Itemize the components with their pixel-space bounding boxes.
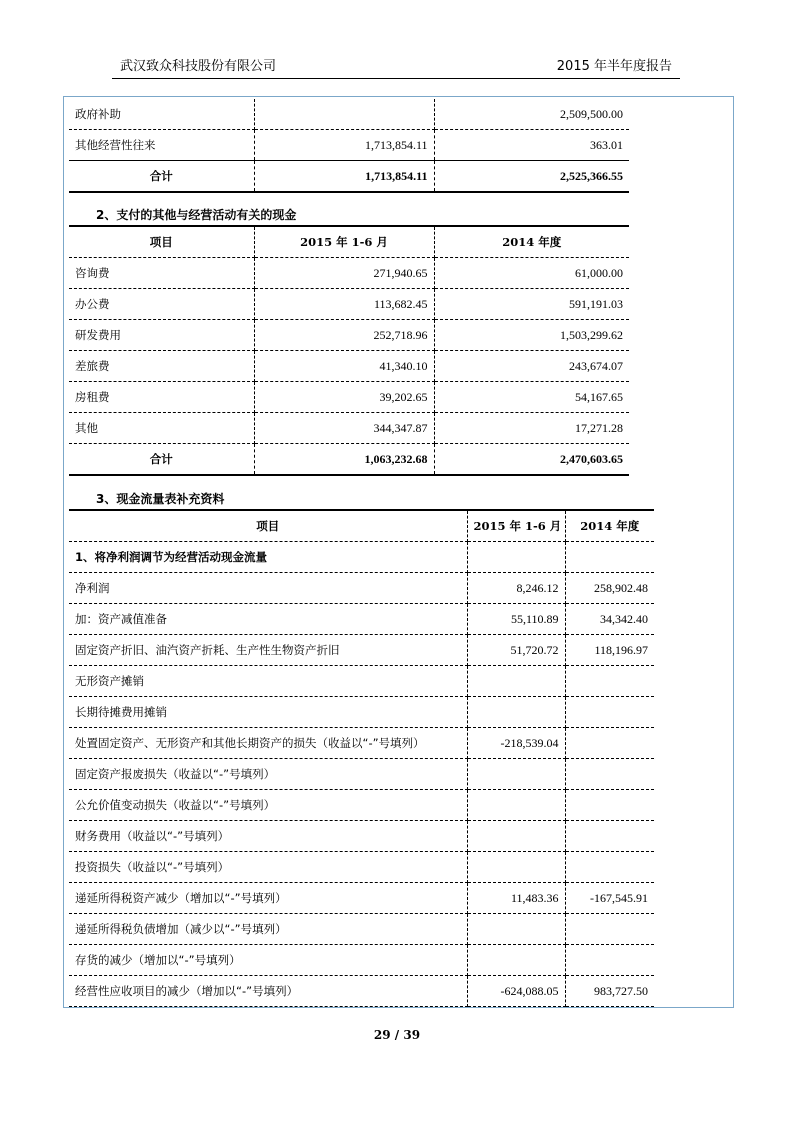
- total-2014: 2,525,366.55: [434, 161, 629, 193]
- row-value-2014: 54,167.65: [434, 382, 629, 413]
- table-row: [69, 99, 629, 130]
- row-value-2014: 363.01: [434, 130, 629, 161]
- row-value-2015: 271,940.65: [254, 258, 434, 289]
- header-item: 项目: [69, 510, 467, 542]
- row-value-2014: 243,674.07: [434, 351, 629, 382]
- cashflow-supplement-table: [69, 509, 654, 1007]
- table-row: [69, 573, 654, 604]
- table-row: [69, 728, 654, 759]
- row-item: 其他经营性往来: [69, 130, 254, 161]
- row-value-2014: 2,509,500.00: [434, 99, 629, 130]
- total-2015: 1,063,232.68: [254, 444, 434, 476]
- total-2015: 1,713,854.11: [254, 161, 434, 193]
- table-row: [69, 604, 654, 635]
- row-value-2015: -218,539.04: [467, 728, 565, 759]
- row-item: 公允价值变动损失（收益以“-”号填列）: [69, 790, 467, 821]
- row-value-2015: 344,347.87: [254, 413, 434, 444]
- row-value-2014: [565, 945, 654, 976]
- table-row: [69, 759, 654, 790]
- row-item: 递延所得税资产减少（增加以“-”号填列）: [69, 883, 467, 914]
- header-2014: 2014 年度: [434, 226, 629, 258]
- row-item: 研发费用: [69, 320, 254, 351]
- table-row: [69, 914, 654, 945]
- row-value-2014: [565, 790, 654, 821]
- row-value-2014: 591,191.03: [434, 289, 629, 320]
- row-item: 存货的减少（增加以“-”号填列）: [69, 945, 467, 976]
- table-row: [69, 289, 629, 320]
- table-row: [69, 635, 654, 666]
- table-row: [69, 351, 629, 382]
- row-item: 加：资产减值准备: [69, 604, 467, 635]
- table-row: [69, 883, 654, 914]
- table-row: [69, 790, 654, 821]
- row-value-2014: 1,503,299.62: [434, 320, 629, 351]
- row-item: 处置固定资产、无形资产和其他长期资产的损失（收益以“-”号填列）: [69, 728, 467, 759]
- row-value-2015: [467, 914, 565, 945]
- row-value-2014: [565, 666, 654, 697]
- table-row: [69, 413, 629, 444]
- row-value-2015: [467, 759, 565, 790]
- row-item: 投资损失（收益以“-”号填列）: [69, 852, 467, 883]
- table-row: [69, 382, 629, 413]
- row-value-2015: [467, 697, 565, 728]
- section-3-title: 3、现金流量表补充资料: [96, 492, 225, 506]
- table-row: [69, 542, 654, 573]
- company-name: 武汉致众科技股份有限公司: [120, 59, 277, 74]
- row-value-2015: [467, 852, 565, 883]
- row-value-2014: [565, 697, 654, 728]
- row-value-2014: 258,902.48: [565, 573, 654, 604]
- row-value-2015: 41,340.10: [254, 351, 434, 382]
- row-value-2015: [467, 945, 565, 976]
- row-value-2015: [254, 99, 434, 130]
- row-item: 递延所得税负债增加（减少以“-”号填列）: [69, 914, 467, 945]
- row-value-2015: 11,483.36: [467, 883, 565, 914]
- page-number: 29 / 39: [373, 1028, 421, 1042]
- row-item: 差旅费: [69, 351, 254, 382]
- row-value-2015: [467, 821, 565, 852]
- table-row: [69, 821, 654, 852]
- row-item: 房租费: [69, 382, 254, 413]
- row-value-2014: 34,342.40: [565, 604, 654, 635]
- row-item: 固定资产报废损失（收益以“-”号填列）: [69, 759, 467, 790]
- row-value-2014: -167,545.91: [565, 883, 654, 914]
- row-value-2014: [565, 728, 654, 759]
- row-value-2015: -624,088.05: [467, 976, 565, 1007]
- other-payments-table: [69, 225, 629, 476]
- row-item: 经营性应收项目的减少（增加以“-”号填列）: [69, 976, 467, 1007]
- row-item: 长期待摊费用摊销: [69, 697, 467, 728]
- row-value-2015: 51,720.72: [467, 635, 565, 666]
- row-value-2015: 1,713,854.11: [254, 130, 434, 161]
- total-label: 合计: [69, 444, 254, 476]
- table-row: [69, 945, 654, 976]
- header-2015: 2015 年 1-6 月: [254, 226, 434, 258]
- table-row: [69, 130, 629, 161]
- table-header-row: [69, 510, 654, 542]
- report-title: 2015 年半年度报告: [556, 59, 672, 74]
- row-value-2014: [565, 759, 654, 790]
- table-row: [69, 976, 654, 1007]
- section-2-title: 2、支付的其他与经营活动有关的现金: [96, 208, 297, 222]
- table-row: [69, 320, 629, 351]
- row-item: 净利润: [69, 573, 467, 604]
- table-row: [69, 258, 629, 289]
- row-value-2015: 8,246.12: [467, 573, 565, 604]
- row-value-2014: [565, 821, 654, 852]
- other-receipts-table: [69, 99, 629, 193]
- header-2015: 2015 年 1-6 月: [467, 510, 565, 542]
- header-2014: 2014 年度: [565, 510, 654, 542]
- row-value-2014: 17,271.28: [434, 413, 629, 444]
- row-item: 1、将净利润调节为经营活动现金流量: [69, 542, 467, 573]
- row-value-2015: [467, 542, 565, 573]
- row-item: 无形资产摊销: [69, 666, 467, 697]
- row-value-2015: [467, 666, 565, 697]
- table-row: [69, 852, 654, 883]
- row-item: 财务费用（收益以“-”号填列）: [69, 821, 467, 852]
- total-2014: 2,470,603.65: [434, 444, 629, 476]
- header-item: 项目: [69, 226, 254, 258]
- total-row: [69, 161, 629, 193]
- row-value-2014: 118,196.97: [565, 635, 654, 666]
- row-value-2014: 983,727.50: [565, 976, 654, 1007]
- total-label: 合计: [69, 161, 254, 193]
- row-value-2014: [565, 914, 654, 945]
- row-item: 其他: [69, 413, 254, 444]
- page-header: [112, 56, 680, 79]
- row-item: 办公费: [69, 289, 254, 320]
- table-row: [69, 697, 654, 728]
- row-value-2015: [467, 790, 565, 821]
- row-value-2015: 55,110.89: [467, 604, 565, 635]
- table-header-row: [69, 226, 629, 258]
- total-row: [69, 444, 629, 476]
- row-value-2015: 113,682.45: [254, 289, 434, 320]
- row-item: 咨询费: [69, 258, 254, 289]
- row-value-2015: 252,718.96: [254, 320, 434, 351]
- row-value-2014: [565, 852, 654, 883]
- row-value-2014: [565, 542, 654, 573]
- row-value-2015: 39,202.65: [254, 382, 434, 413]
- row-item: 政府补助: [69, 99, 254, 130]
- row-item: 固定资产折旧、油汽资产折耗、生产性生物资产折旧: [69, 635, 467, 666]
- row-value-2014: 61,000.00: [434, 258, 629, 289]
- table-row: [69, 666, 654, 697]
